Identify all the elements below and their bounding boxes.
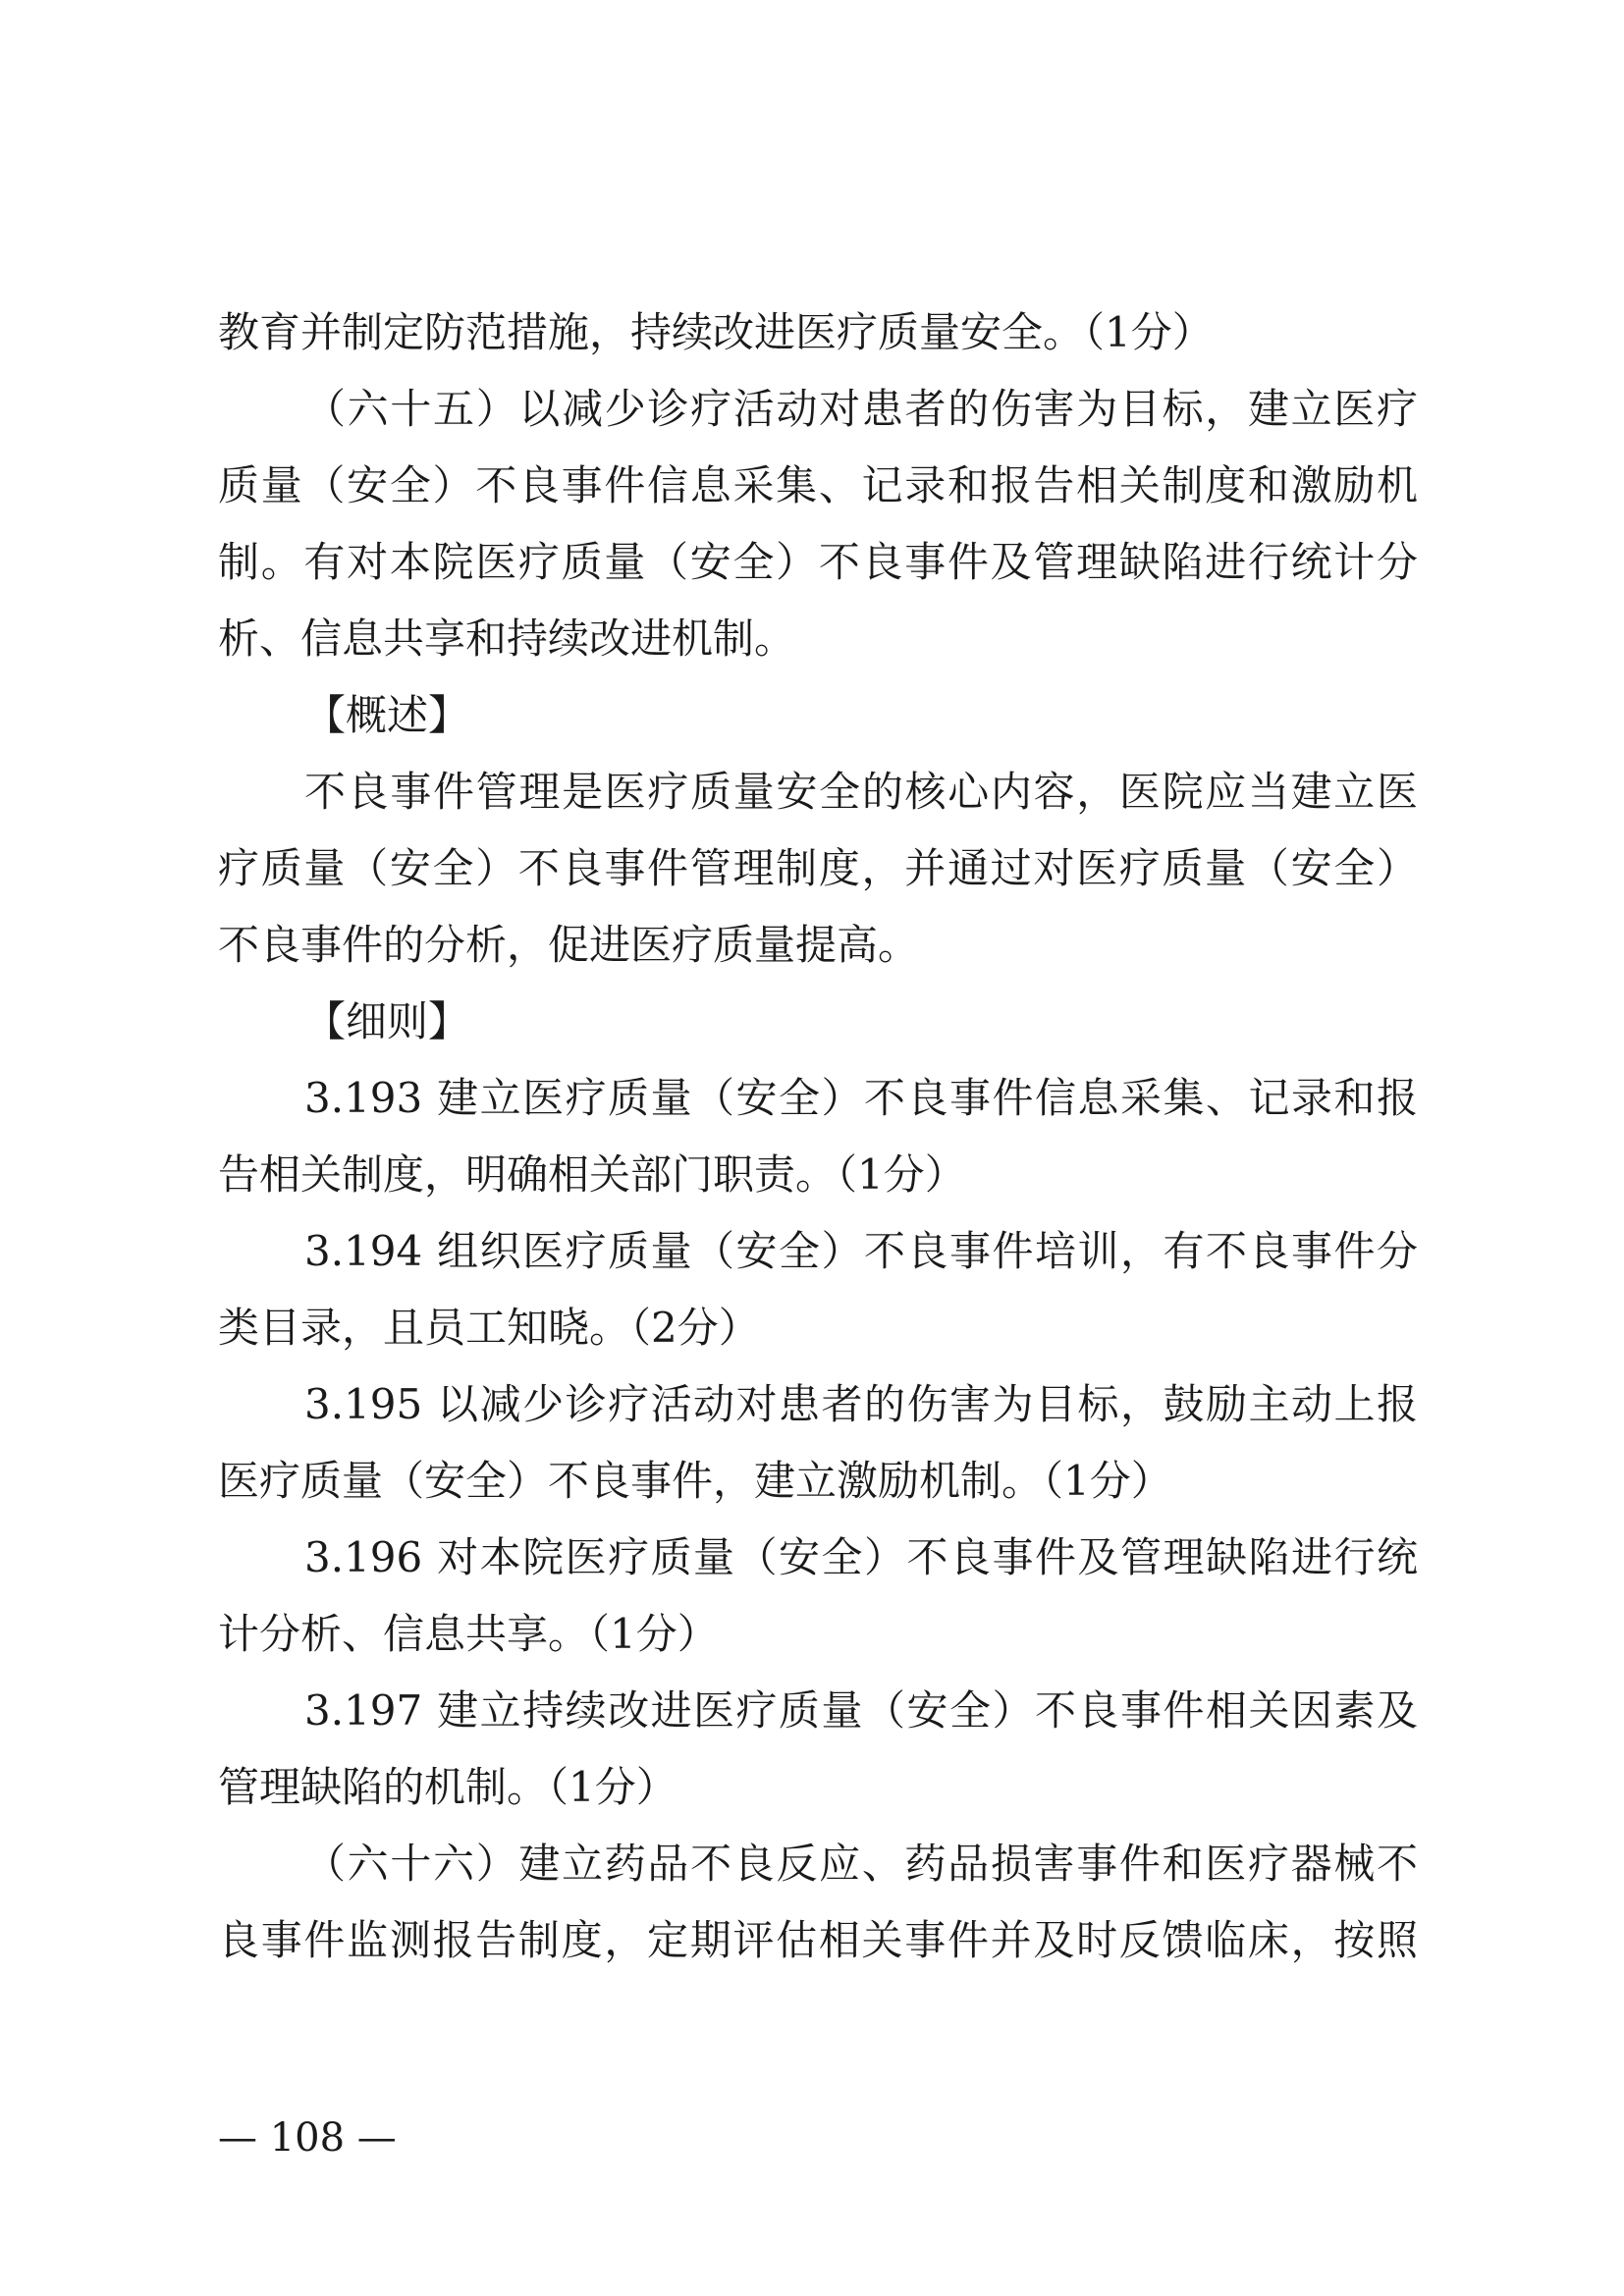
text-line-17: 3.196 对本院医疗质量（安全）不良事件及管理缺陷进行统 [304,1533,1418,1581]
text-line-22: 良事件监测报告制度，定期评估相关事件并及时反馈临床，按照 [218,1916,1418,1964]
text-line-5: 析、信息共享和持续改进机制。 [218,614,796,663]
text-line-4: 制。有对本院医疗质量（安全）不良事件及管理缺陷进行统计分 [218,538,1418,586]
text-line-19: 3.197 建立持续改进医疗质量（安全）不良事件相关因素及 [304,1686,1418,1735]
text-line-20: 管理缺陷的机制。（1分） [218,1763,677,1811]
text-line-18: 计分析、信息共享。（1分） [218,1610,719,1658]
text-line-21: （六十六）建立药品不良反应、药品损害事件和医疗器械不 [304,1840,1418,1888]
text-line-16: 医疗质量（安全）不良事件，建立激励机制。（1分） [218,1457,1172,1505]
text-line-11: 3.193 建立医疗质量（安全）不良事件信息采集、记录和报 [304,1074,1418,1122]
text-line-1: 教育并制定防范措施，持续改进医疗质量安全。（1分） [218,308,1214,356]
text-line-8: 疗质量（安全）不良事件管理制度，并通过对医疗质量（安全） [218,844,1418,892]
text-line-3: 质量（安全）不良事件信息采集、记录和报告相关制度和激励机 [218,461,1418,509]
text-line-2: （六十五）以减少诊疗活动对患者的伤害为目标，建立医疗 [304,385,1418,433]
text-line-15: 3.195 以减少诊疗活动对患者的伤害为目标，鼓励主动上报 [304,1380,1418,1428]
page-number: — 108 — [218,2115,397,2161]
text-line-7: 不良事件管理是医疗质量安全的核心内容，医院应当建立医 [304,768,1418,816]
section-heading-details: 【细则】 [304,997,470,1045]
text-line-14: 类目录，且员工知晓。（2分） [218,1304,760,1352]
text-line-13: 3.194 组织医疗质量（安全）不良事件培训，有不良事件分 [304,1227,1418,1275]
text-line-12: 告相关制度，明确相关部门职责。（1分） [218,1150,966,1199]
section-heading-overview: 【概述】 [304,691,470,739]
document-body [218,294,1418,1979]
text-line-9: 不良事件的分析，促进医疗质量提高。 [218,921,920,969]
